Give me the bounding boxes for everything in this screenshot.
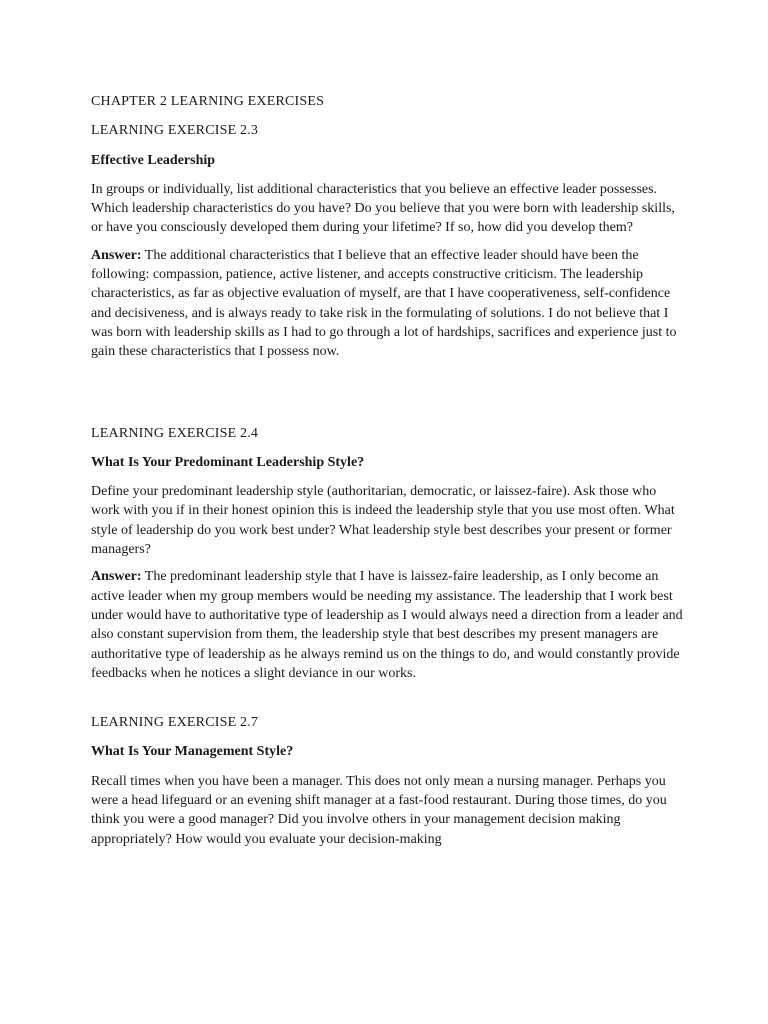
answer-label: Answer: — [91, 247, 142, 263]
exercise-prompt: Recall times when you have been a manager. This does not only mean a nursing manager. Perhaps you were a head lifeguard or an evening shift manager at a fast-food restaurant. During those times, do you think you were a good manager? Did you involve others in your management decision making appropriately? How would you evaluate your decision-making — [91, 773, 667, 847]
exercise-title: LEARNING EXERCISE 2.7 — [91, 715, 259, 731]
exercise-title: LEARNING EXERCISE 2.4 — [91, 425, 259, 441]
exercise-subtitle: What Is Your Management Style? — [91, 744, 294, 760]
exercise-prompt: Define your predominant leadership style (authoritarian, democratic, or laissez-faire). Ask those who work with you if in their honest opinion this is indeed the leadership style that you use most often. What style of leadership do you work best under? What leadership style best describes your present or former managers? — [91, 484, 675, 558]
exercise-prompt: In groups or individually, list additional characteristics that you believe an effective leader possesses. Which leadership characteristics do you have? Do you believe that you were born with leadership skills, or have you consciously developed them during your lifetime? If so, how did you develop them? — [91, 181, 675, 236]
answer-text: The additional characteristics that I believe that an effective leader should have been the following: compassion, patience, active listener, and accepts constructive criticism. The leadership characteristics, as far as objective evaluation of myself, are that I have cooperativeness, self-confidence and decisiveness, and is always ready to take risk in the formulating of solutions. I do not believe that I was born with leadership skills as I had to go through a lot of hardships, sacrifices and experience just to gain these characteristics that I possess now. — [91, 247, 677, 360]
exercise-answer — [91, 246, 683, 362]
section-spacer — [91, 370, 683, 424]
exercise-title: LEARNING EXERCISE 2.3 — [91, 123, 259, 139]
exercise-2-4-section — [91, 424, 683, 684]
answer-text: The predominant leadership style that I have is laissez-faire leadership, as I only become an active leader when my group members would be needing my assistance. The leadership that I work best under would have to authoritative type of leadership as I would always need a direction from a leader and also constant supervision from them, the leadership style that best describes my present managers are authoritative type of leadership as he always remind us on the things to do, and would constantly provide feedbacks when he notices a slight deviance in our works. — [91, 569, 683, 681]
exercise-answer — [91, 567, 683, 683]
section-spacer — [91, 691, 683, 713]
document-page — [91, 92, 683, 857]
exercise-subtitle: What Is Your Predominant Leadership Style? — [91, 454, 365, 470]
answer-label: Answer: — [91, 569, 142, 585]
exercise-2-7-section — [91, 713, 683, 849]
exercise-subtitle: Effective Leadership — [91, 152, 216, 168]
exercise-2-3-section — [91, 121, 683, 361]
chapter-title: CHAPTER 2 LEARNING EXERCISES — [91, 94, 325, 109]
